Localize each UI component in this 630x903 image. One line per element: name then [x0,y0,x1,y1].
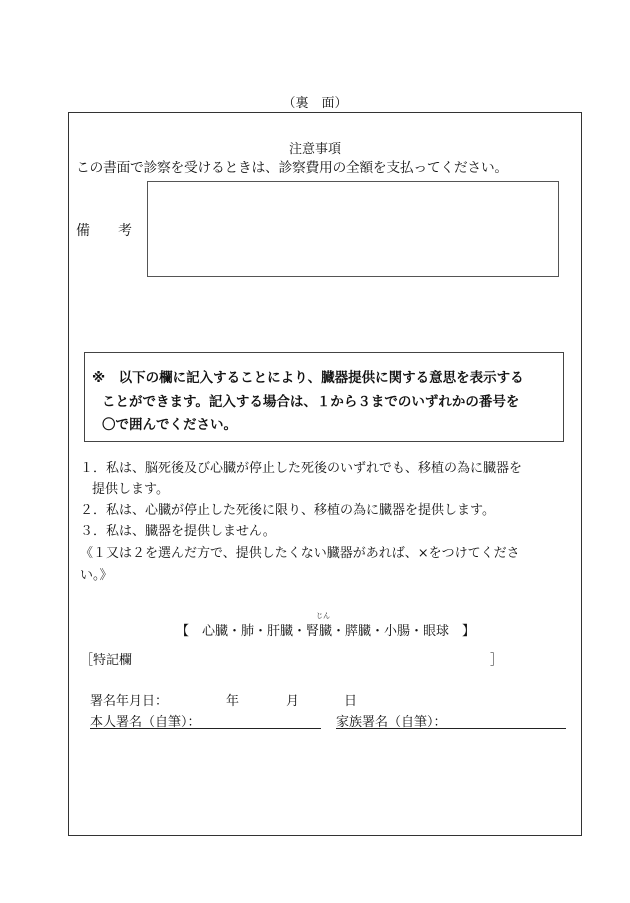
remarks-field[interactable] [147,181,559,277]
exclusion-note: 《１又は２を選んだ方で、提供したくない臓器があれば、×をつけてくださ [80,546,520,561]
donation-instruction-line: ※ 以下の欄に記入することにより、臓器提供に関する意思を表示する [92,370,524,386]
option-1-continued: 提供します。 [92,482,169,497]
day-label: 日 [344,694,358,709]
option-1[interactable]: １．私は、脳死後及び心臓が停止した死後のいずれでも、移植の為に臓器を [80,461,523,476]
self-signature-line[interactable] [90,728,321,729]
option-2[interactable]: ２．私は、心臓が停止した死後に限り、移植の為に臓器を提供します。 [80,503,495,518]
year-label: 年 [226,694,240,709]
page-title: （裏 面） [282,96,348,111]
self-signature-label: 本人署名（自筆）： [90,715,201,730]
special-notes-close-bracket: ］ [490,653,504,668]
donation-instruction-line: ことができます。記入する場合は、１から３までのいずれかの番号を [102,394,520,410]
option-3[interactable]: ３．私は、臓器を提供しません。 [80,524,276,539]
remarks-label: 備考 [76,223,160,239]
notice-heading: 注意事項 [288,142,341,157]
exclusion-note-continued: い。》 [80,568,113,583]
month-label: 月 [286,694,300,709]
family-signature-label: 家族署名（自筆）： [336,715,447,730]
family-signature-line[interactable] [336,728,566,729]
notice-text: この書面で診察を受けるときは、診察費用の全額を支払ってください。 [76,160,508,176]
donation-instruction-line: 〇で囲んでください。 [102,417,237,433]
organ-list[interactable]: 【 心臓・肺・肝臓・腎臓・膵臓・小腸・眼球 】 [176,624,476,639]
kidney-furigana: じん [316,612,330,620]
signature-date-label: 署名年月日： [90,694,169,709]
special-notes-label: ［特記欄 [80,653,133,668]
